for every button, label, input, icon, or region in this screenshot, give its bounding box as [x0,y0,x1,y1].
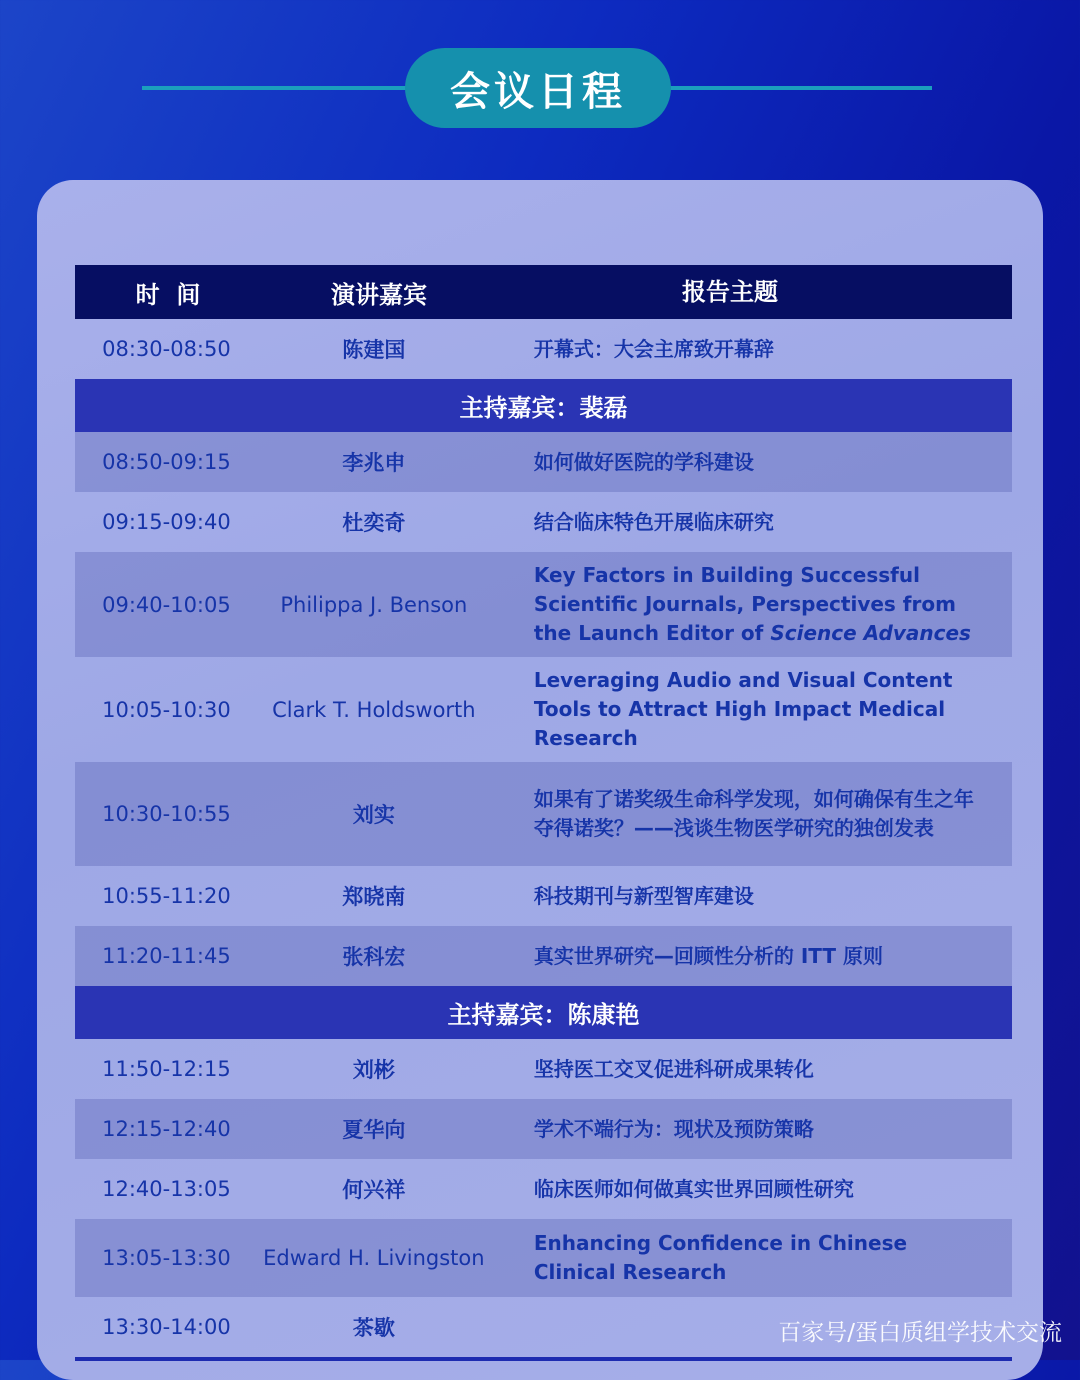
row-topic: 真实世界研究—回顾性分析的 ITT 原则 [533,943,883,968]
row-topic: 临床医师如何做真实世界回顾性研究 [533,1176,854,1201]
row-speaker: 郑晓南 [342,885,406,909]
row-time: 08:50-09:15 [102,450,231,474]
row-topic: Enhancing Confidence in Chinese Clinical Research [533,1231,908,1284]
table-row [75,552,1012,657]
row-time: 08:30-08:50 [102,337,231,361]
title-rule-right [668,86,932,90]
table-row [75,1219,1012,1297]
row-time: 12:40-13:05 [102,1177,231,1201]
row-speaker: 李兆申 [342,451,406,475]
row-topic [490,561,1012,648]
row-speaker: 何兴祥 [342,1178,406,1202]
row-topic-italic: Science Advances [770,621,971,645]
table-row [75,319,1012,379]
host-row: 主持嘉宾：裴磊 [75,379,1012,432]
row-time: 10:55-11:20 [102,884,231,908]
table-row [75,1159,1012,1219]
row-time: 10:05-10:30 [102,697,231,722]
row-speaker: 茶歇 [352,1316,395,1340]
row-speaker: 刘实 [352,803,395,827]
host-row: 主持嘉宾：陈康艳 [75,986,1012,1039]
row-topic: Leveraging Audio and Visual Content Tools to Attract High Impact Medical Research [533,668,953,750]
title-rule-left [142,86,412,90]
row-speaker: 张科宏 [342,945,406,969]
row-speaker: Edward H. Livingston [263,1246,485,1270]
row-speaker: Philippa J. Benson [280,592,468,617]
table-row [75,1039,1012,1099]
page-title: 会议日程 [405,48,671,128]
row-speaker: 杜奕奇 [342,511,406,535]
row-topic: 科技期刊与新型智库建设 [533,883,754,908]
table-row [75,926,1012,986]
row-topic: 坚持医工交叉促进科研成果转化 [533,1056,814,1081]
row-topic: 结合临床特色开展临床研究 [533,509,774,534]
table-row [75,657,1012,762]
header-time: 时 间 [135,280,201,309]
row-time: 12:15-12:40 [102,1117,231,1141]
row-speaker: Clark T. Holdsworth [272,697,476,722]
row-time: 10:30-10:55 [102,802,231,826]
row-time: 09:40-10:05 [102,592,231,617]
row-time: 11:20-11:45 [102,944,231,968]
row-speaker: 刘彬 [352,1058,395,1082]
table-row [75,432,1012,492]
row-time: 13:05-13:30 [102,1246,231,1270]
table-row [75,1099,1012,1159]
table-row [75,866,1012,926]
row-topic: 开幕式：大会主席致开幕辞 [533,336,774,361]
row-time: 11:50-12:15 [102,1057,231,1081]
row-topic: 如何做好医院的学科建设 [533,449,754,474]
row-speaker: 陈建国 [342,338,406,362]
row-topic-text: Key Factors in Building Successful Scientific Journals, Perspectives from the Launch Editor of [533,563,956,645]
table-bottom-line [75,1357,1012,1361]
row-topic: 学术不端行为：现状及预防策略 [533,1116,814,1141]
agenda-table [75,265,1012,1361]
row-speaker: 夏华向 [342,1118,406,1142]
row-topic: 如果有了诺奖级生命科学发现，如何确保有生之年夺得诺奖？——浅谈生物医学研究的独创发表 [533,787,974,840]
table-row [75,762,1012,866]
row-time: 13:30-14:00 [102,1315,231,1339]
header-topic: 报告主题 [682,277,778,306]
watermark: 百家号/蛋白质组学技术交流 [778,1320,1062,1346]
header-speaker: 演讲嘉宾 [331,280,427,309]
table-row [75,492,1012,552]
row-time: 09:15-09:40 [102,510,231,534]
table-header [75,265,1012,319]
